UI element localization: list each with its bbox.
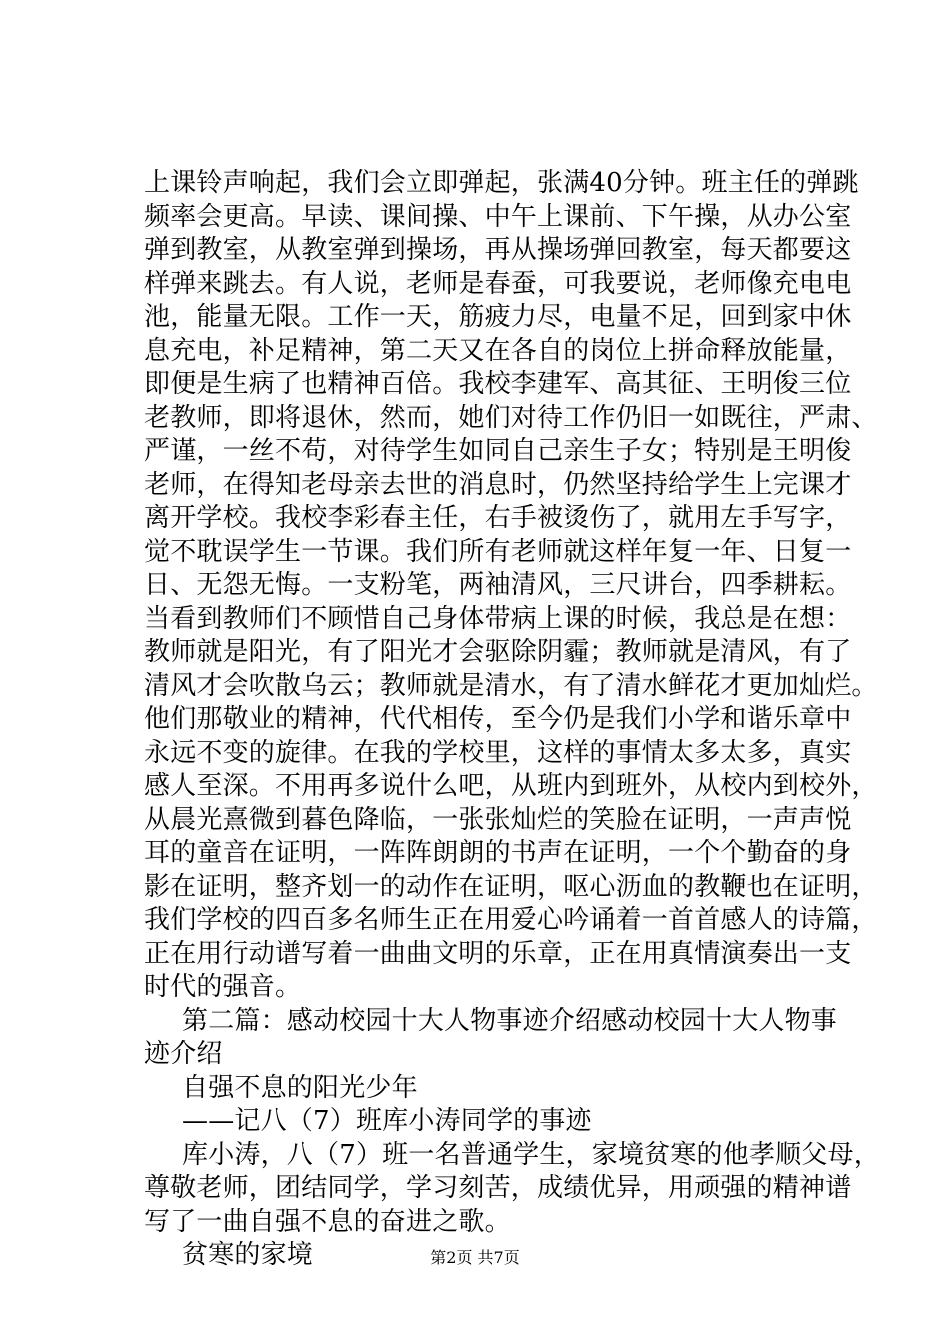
text-line: 池，能量无限。工作一天，筋疲力尽，电量不足，回到家中休 [144,302,852,332]
text-line: 弹到教室，从教室弹到操场，再从操场弹回教室，每天都要这 [144,235,852,265]
text-line: 即便是生病了也精神百倍。我校李建军、高其征、王明俊三位 [144,369,852,399]
page-footer: 第2页 共7页 [430,1248,520,1267]
text-line: 永远不变的旋律。在我的学校里，这样的事情太多太多，真实 [144,737,852,768]
text-line: 贫寒的家境 [182,1240,314,1270]
text-line: ——记八（7）班库小涛同学的事迹 [182,1106,592,1136]
text-line: 老教师，即将退休，然而，她们对待工作仍旧一如既往，严肃、 [144,402,878,433]
text-line: 他们那敬业的精神，代代相传，至今仍是我们小学和谐乐章中 [144,704,852,734]
text-line: 日、无怨无悔。一支粉笔，两袖清风，三尺讲台，四季耕耘。 [144,570,852,600]
text-line: 老师，在得知老母亲去世的消息时，仍然坚持给学生上完课才 [144,469,852,500]
text-line: 影在证明，整齐划一的动作在证明，呕心沥血的教鞭也在证明， [144,871,878,902]
text-line: 我们学校的四百多名师生正在用爱心吟诵着一首首感人的诗篇， [144,905,878,935]
text-line: 息充电，补足精神，第二天又在各自的岗位上拼命释放能量， [144,335,852,366]
text-line: 离开学校。我校李彩春主任，右手被烫伤了，就用左手写字， [144,503,852,533]
text-line: 样弹来跳去。有人说，老师是春蚕，可我要说，老师像充电电 [144,268,852,299]
text-line: 尊敬老师，团结同学，学习刻苦，成绩优异，用顽强的精神谱 [144,1173,852,1203]
text-line: 自强不息的阳光少年 [182,1072,418,1103]
text-line: 第二篇：感动校园十大人物事迹介绍感动校园十大人物事 [182,1005,838,1036]
text-line: 严谨，一丝不苟，对待学生如同自己亲生子女；特别是王明俊 [144,436,852,466]
text-line: 感人至深。不用再多说什么吧，从班内到班外，从校内到校外， [144,771,878,801]
text-line: 觉不耽误学生一节课。我们所有老师就这样年复一年、日复一 [144,536,852,567]
text-line: 迹介绍 [144,1039,223,1069]
text-line: 上课铃声响起，我们会立即弹起，张满40分钟。班主任的弹跳 [144,168,859,198]
text-line: 教师就是阳光，有了阳光才会驱除阴霾；教师就是清风，有了 [144,637,852,667]
text-line: 时代的强音。 [144,972,302,1002]
document-body [144,167,880,1273]
text-line: 正在用行动谱写着一曲曲文明的乐章，正在用真情演奏出一支 [144,938,852,969]
text-line: 频率会更高。早读、课间操、中午上课前、下午操，从办公室 [144,201,852,232]
text-line: 清风才会吹散乌云；教师就是清水，有了清水鲜花才更加灿烂。 [144,670,878,701]
text-line: 从晨光熹微到暮色降临，一张张灿烂的笑脸在证明，一声声悦 [144,804,852,835]
text-line: 当看到教师们不顾惜自己身体带病上课的时候，我总是在想： [144,603,852,634]
text-line: 写了一曲自强不息的奋进之歌。 [144,1206,511,1237]
text-line: 库小涛，八（7）班一名普通学生，家境贫寒的他孝顺父母， [182,1139,880,1170]
text-line: 耳的童音在证明，一阵阵朗朗的书声在证明，一个个勤奋的身 [144,838,852,868]
